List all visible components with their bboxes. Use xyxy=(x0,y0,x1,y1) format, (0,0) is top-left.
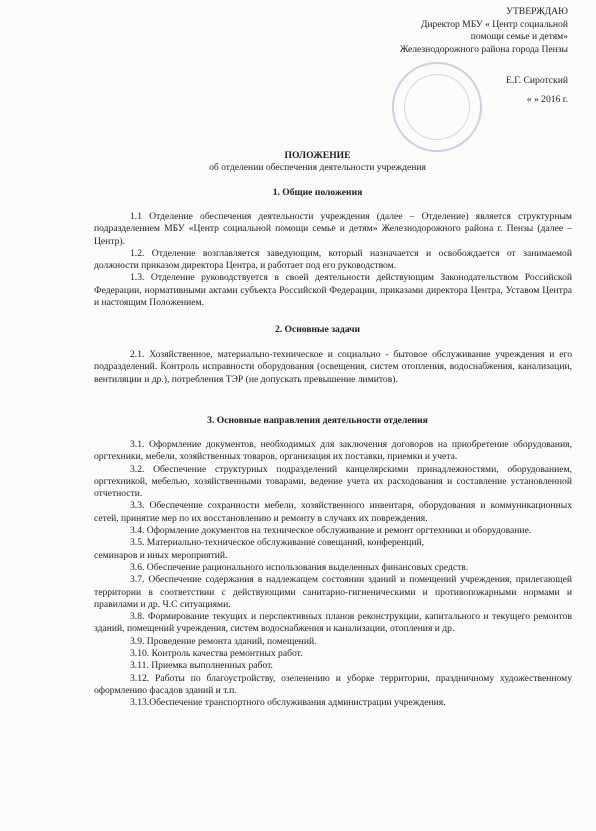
paragraph: 3.6. Обеспечение рационального использования выделенных финансовых средств. xyxy=(130,561,469,573)
paragraph: 3.2. Обеспечение структурных подразделений канцелярскими принадлежностями, оборудованием, оргтехникой, мебелью, хозяйственными товарами, ведение учета их расходования и составление установленной отчетности. xyxy=(94,463,572,500)
section-heading: 2. Основные задачи xyxy=(274,324,361,335)
approval-date: « » 2016 г. xyxy=(526,93,568,105)
paragraph: 3.7. Обеспечение содержания в надлежащем состоянии зданий и помещений учреждения, прилегающей территории в соответствии с действующими санитарно-гигиеническими и противопожарными нормами и правилами и др. Ч.С ситуациями. xyxy=(94,574,572,610)
paragraph: 1.1 Отделение обеспечения деятельности учреждения (далее – Отделение) является структурным подразделением МБУ «Центр социальной помощи семье и детям» Железнодорожного района г. Пензы (далее – Центр). xyxy=(94,211,572,247)
approval-line: УТВЕРЖДАЮ xyxy=(506,6,568,17)
paragraph: 3.13.Обеспечение транспортного обслуживания администрации учреждения. xyxy=(130,697,446,709)
paragraph: 2.1. Хозяйственное, материально-техническое и социально - бытовое обслуживание учреждения и его подразделений. Контроль исправности оборудования (освещения, систем отопления, водоснабжения, канализации, вентиляции и др.), потребления ТЭР (не допускать превышение лимитов). xyxy=(94,349,572,385)
document-title: ПОЛОЖЕНИЕ xyxy=(284,150,351,161)
document-title-block xyxy=(60,150,575,175)
section-body xyxy=(94,439,572,710)
section-body xyxy=(94,211,572,309)
paragraph: семинаров и иных мероприятий. xyxy=(94,549,228,561)
section-heading: 3. Основные направления деятельности отделения xyxy=(207,415,428,426)
paragraph: 1.3. Отделение руководствуется в своей деятельности действующим Законодательством Российской Федерации, нормативными актами субъекта Российской Федерации, приказами директора Центра, Уставом Центра и настоящим Положением. xyxy=(94,272,572,309)
approval-line: помощи семье и детям» xyxy=(470,31,568,43)
paragraph: 1.2. Отделение возглавляется заведующим, который назначается и освобождается от занимаемой должности приказом директора Центра, и работает под его руководством. xyxy=(94,247,572,272)
signature-name: Е.Г. Сиротский xyxy=(505,74,568,86)
seal-stamp xyxy=(392,62,482,152)
paragraph: 3.11. Приемка выполненных работ. xyxy=(130,660,273,672)
paragraph: 3.12. Работы по благоустройству, озеленению и уборке территории, праздничному художественному оформлению фасадов зданий и т.п. xyxy=(94,672,572,696)
section-body xyxy=(94,349,572,386)
paragraph: 3.5. Материально-техническое обслуживание совещаний, конференций, xyxy=(130,537,424,549)
paragraph: 3.1. Оформление документов, необходимых для заключения договоров на приобретение оборудования, оргтехники, мебели, хозяйственных товаров, организация их поставки, приемки и учета. xyxy=(94,439,572,463)
paragraph: 3.10. Контроль качества ремонтных работ. xyxy=(130,648,303,660)
approval-line: Директор МБУ « Центр социальной xyxy=(420,18,568,30)
section-heading: 1. Общие положения xyxy=(272,187,363,198)
document-subtitle: об отделении обеспечения деятельности учреждения xyxy=(209,162,426,174)
paragraph: 3.9. Проведение ремонта зданий, помещений. xyxy=(130,635,317,647)
approval-line: Железнодорожного района города Пензы xyxy=(399,43,568,55)
paragraph: 3.4. Оформление документов на техническое обслуживание и ремонт оргтехники и оборудование. xyxy=(130,525,532,537)
paragraph: 3.8. Формирование текущих и перспективных планов реконструкции, капитального и текущего ремонтов зданий, помещений учреждения, систем водоснабжения и канализации, отопления и др. xyxy=(94,611,572,635)
paragraph: 3.3. Обеспечение сохранности мебели, хозяйственного инвентаря, оборудования и коммуникационных сетей, принятие мер по их восстановлению и ремонту в случаях их повреждения. xyxy=(94,500,572,524)
